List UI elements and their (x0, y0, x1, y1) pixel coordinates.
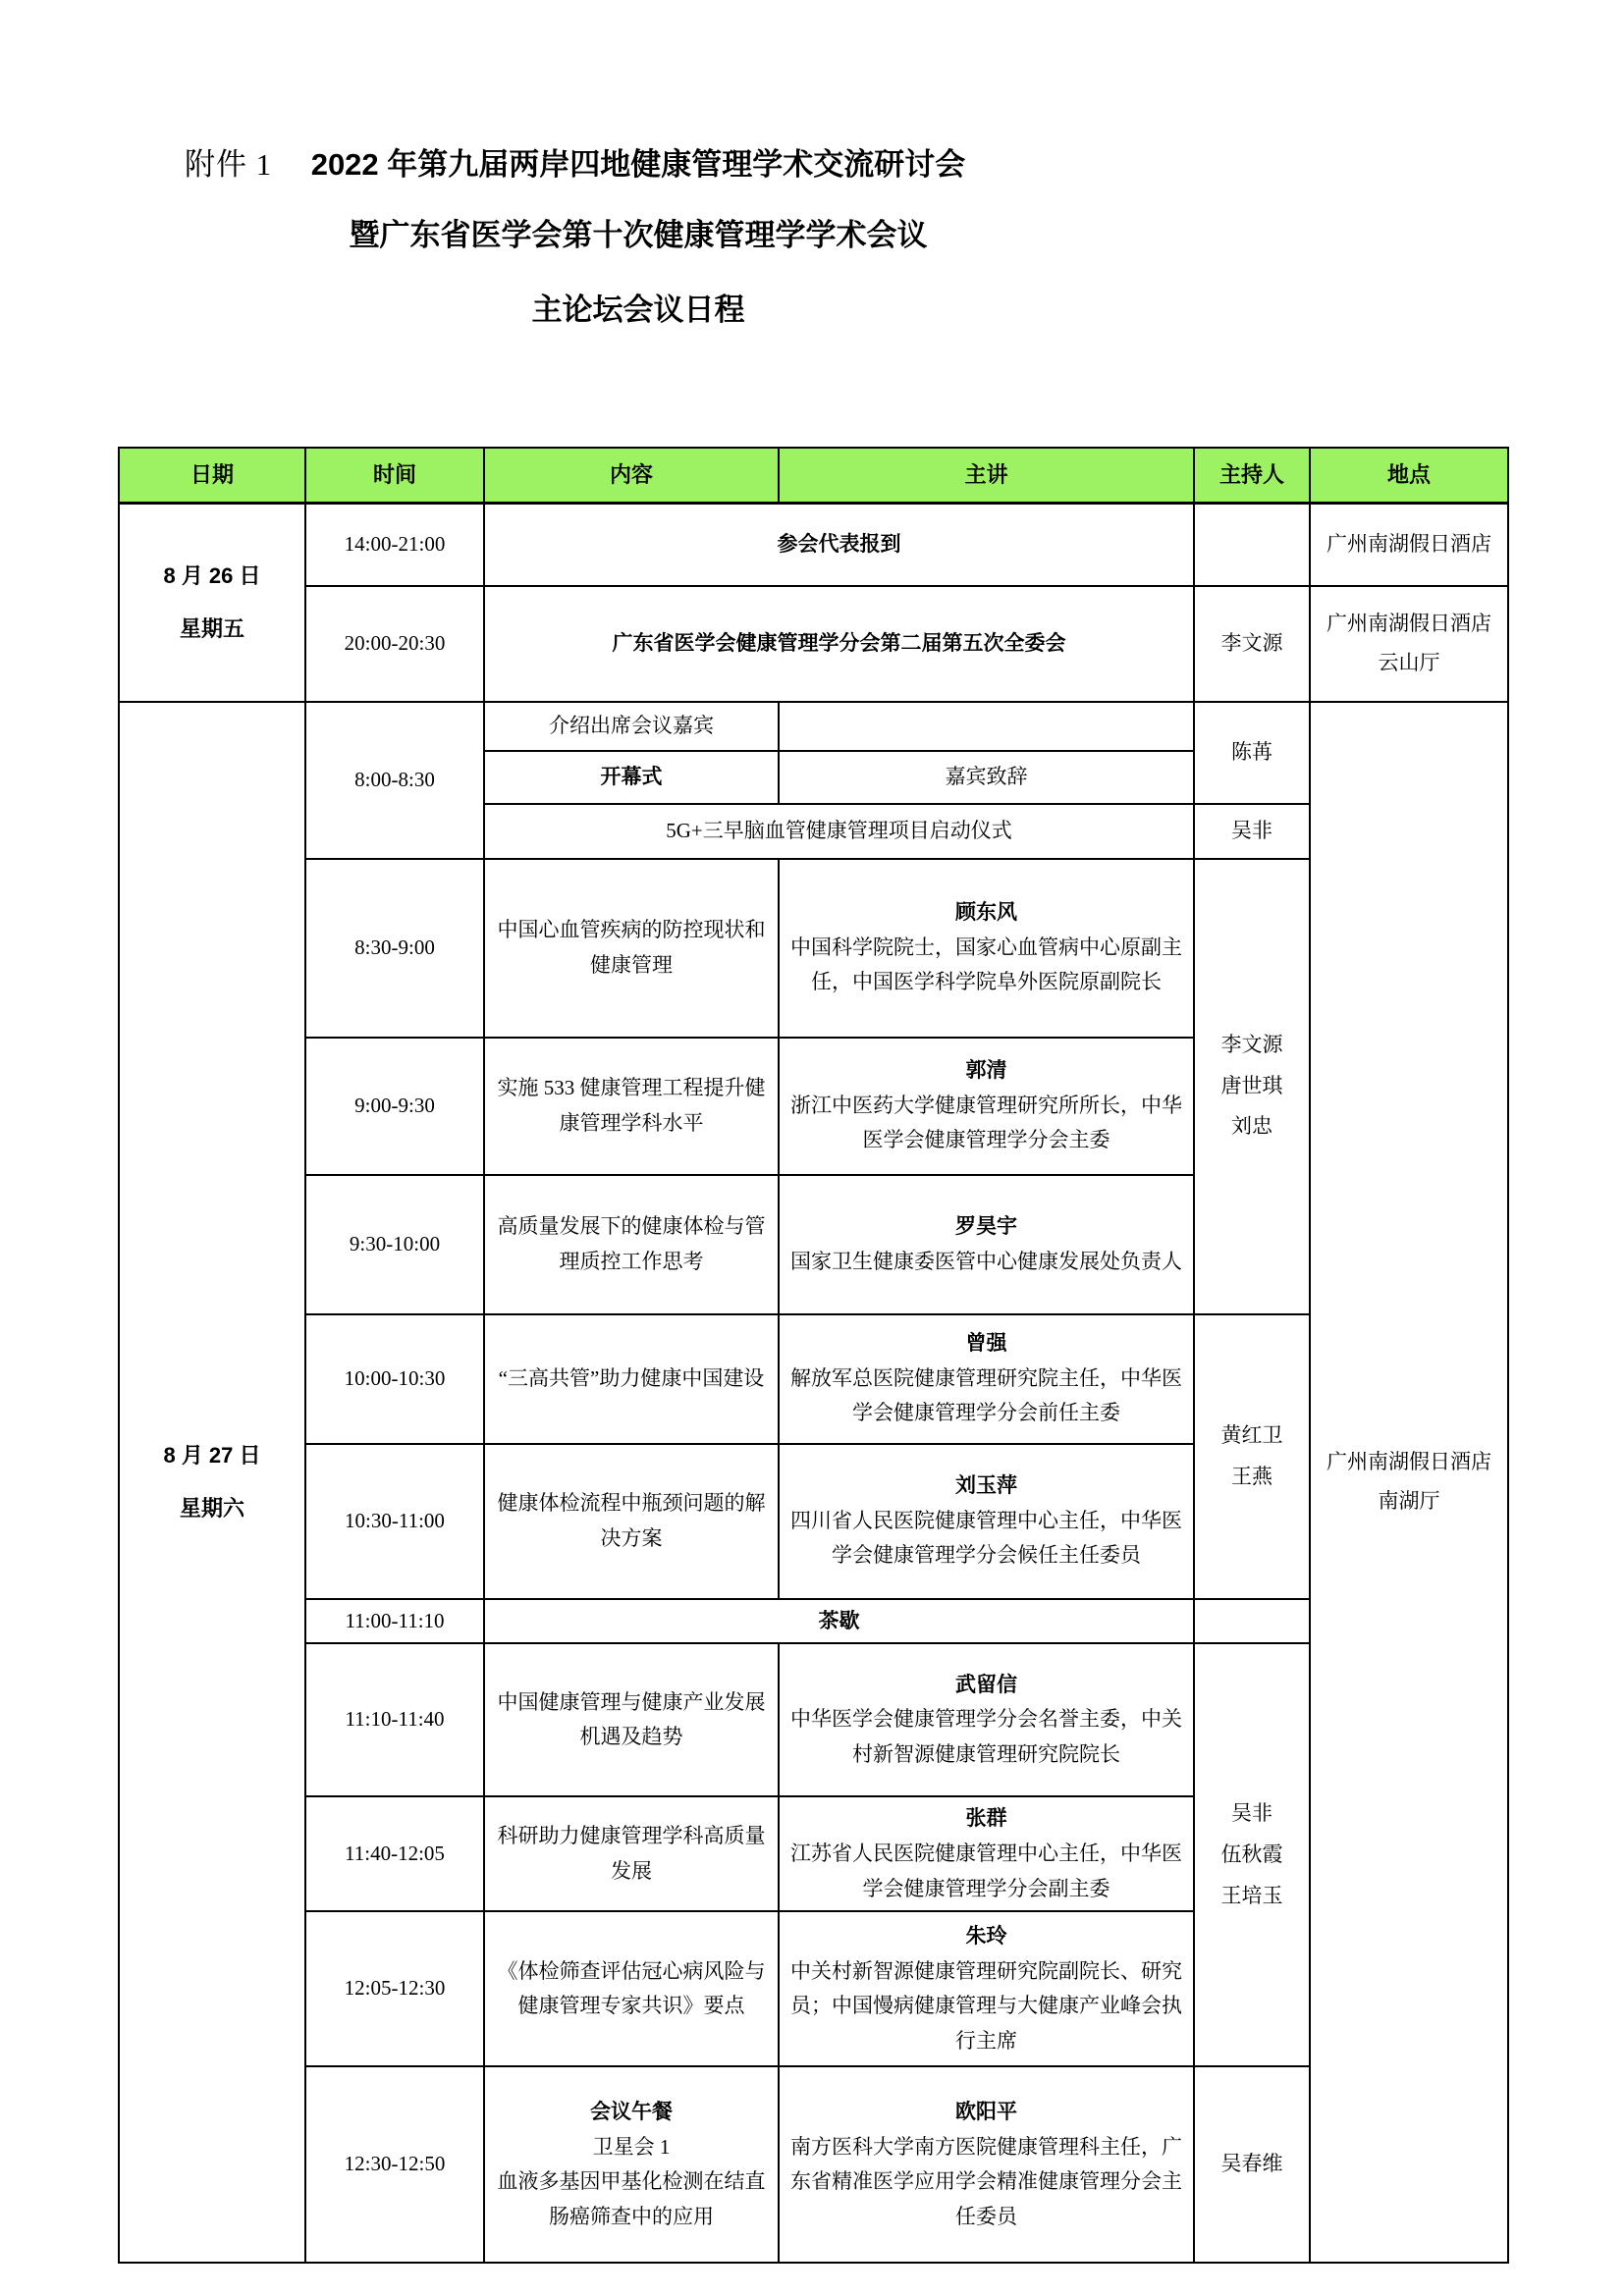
header-row (119, 448, 1508, 504)
location-line: 云山厅 (1378, 650, 1440, 674)
location-line: 南湖厅 (1378, 1488, 1440, 1513)
cell-speaker: 嘉宾致辞 (779, 751, 1194, 804)
col-header-speaker: 主讲 (779, 448, 1194, 504)
location-line: 广州南湖假日酒店 (1326, 611, 1491, 635)
moderator-name: 王培玉 (1220, 1883, 1283, 1907)
table-row (119, 1599, 1508, 1644)
content-line: 卫星会 1 (592, 2134, 671, 2159)
cell-moderator: 李文源 (1194, 586, 1310, 702)
speaker-name: 曾强 (965, 1330, 1007, 1355)
date-line: 8 月 27 日 (163, 1443, 261, 1468)
moderator-name: 刘忠 (1231, 1114, 1272, 1139)
speaker-name: 刘玉萍 (955, 1472, 1017, 1497)
speaker-affiliation: 国家卫生健康委医管中心健康发展处负责人 (790, 1249, 1182, 1273)
moderator-name: 伍秋霞 (1220, 1842, 1283, 1866)
cell-speaker (779, 1796, 1194, 1911)
cell-time: 14:00-21:00 (305, 504, 484, 586)
cell-time: 8:30-9:00 (305, 859, 484, 1038)
col-header-moderator: 主持人 (1194, 448, 1310, 504)
speaker-affiliation: 江苏省人民医院健康管理中心主任，中华医学会健康管理学分会副主委 (790, 1841, 1182, 1900)
table-row (119, 1643, 1508, 1796)
doc-title-line1: 2022 年第九届两岸四地健康管理学术交流研讨会 (310, 147, 966, 182)
cell-speaker-empty (779, 702, 1194, 751)
cell-location (1310, 586, 1508, 702)
cell-speaker (779, 1175, 1194, 1314)
cell-speaker (779, 2066, 1194, 2263)
cell-time: 10:30-11:00 (305, 1444, 484, 1599)
cell-speaker (779, 1643, 1194, 1796)
cell-content: 科研助力健康管理学科高质量发展 (484, 1796, 779, 1911)
table-row (119, 702, 1508, 751)
cell-time: 11:40-12:05 (305, 1796, 484, 1911)
speaker-name: 顾东风 (955, 899, 1017, 924)
speaker-affiliation: 南方医科大学南方医院健康管理科主任，广东省精准医学应用学会精准健康管理分会主任委员 (790, 2134, 1182, 2228)
moderator-name: 李文源 (1220, 1032, 1283, 1056)
date-line: 星期六 (179, 1495, 244, 1521)
col-header-content: 内容 (484, 448, 779, 504)
content-line: 会议午餐 (590, 2099, 673, 2123)
cell-content: 开幕式 (484, 751, 779, 804)
cell-content: 中国心血管疾病的防控现状和健康管理 (484, 859, 779, 1038)
cell-moderator-empty (1194, 504, 1310, 586)
cell-date-aug26 (119, 504, 305, 702)
speaker-affiliation: 四川省人民医院健康管理中心主任，中华医学会健康管理学分会候任主任委员 (790, 1508, 1182, 1568)
doc-title-block (118, 139, 1159, 329)
cell-time: 11:10-11:40 (305, 1643, 484, 1796)
speaker-name: 郭清 (965, 1057, 1007, 1082)
cell-moderator-empty (1194, 1599, 1310, 1644)
table-row (119, 586, 1508, 702)
speaker-name: 欧阳平 (955, 2099, 1017, 2123)
cell-time: 12:30-12:50 (305, 2066, 484, 2263)
table-row (119, 2066, 1508, 2263)
cell-location (1310, 504, 1508, 586)
cell-moderator (1194, 1314, 1310, 1599)
cell-time: 20:00-20:30 (305, 586, 484, 702)
cell-content (484, 2066, 779, 2263)
cell-content: 健康体检流程中瓶颈问题的解决方案 (484, 1444, 779, 1599)
cell-moderator (1194, 859, 1310, 1314)
cell-time: 9:30-10:00 (305, 1175, 484, 1314)
schedule-table (118, 447, 1509, 2264)
cell-time: 12:05-12:30 (305, 1911, 484, 2066)
moderator-name: 吴非 (1231, 1801, 1272, 1826)
cell-content: 5G+三早脑血管健康管理项目启动仪式 (484, 804, 1194, 859)
cell-speaker (779, 1444, 1194, 1599)
cell-moderator: 吴春维 (1194, 2066, 1310, 2263)
cell-moderator: 陈苒 (1194, 702, 1310, 804)
moderator-name: 唐世琪 (1220, 1073, 1283, 1097)
cell-content: 高质量发展下的健康体检与管理质控工作思考 (484, 1175, 779, 1314)
speaker-name: 罗昊宇 (955, 1213, 1017, 1238)
cell-speaker (779, 1314, 1194, 1444)
cell-time: 9:00-9:30 (305, 1038, 484, 1175)
cell-speaker (779, 859, 1194, 1038)
speaker-affiliation: 中国科学院院士，国家心血管病中心原副主任，中国医学科学院阜外医院原副院长 (790, 934, 1182, 994)
date-line: 星期五 (179, 615, 244, 641)
speaker-name: 张群 (965, 1806, 1007, 1831)
doc-title-line3: 主论坛会议日程 (531, 293, 745, 327)
location-line: 广州南湖假日酒店 (1326, 1450, 1491, 1474)
col-header-date: 日期 (119, 448, 305, 504)
doc-title-line2: 暨广东省医学会第十次健康管理学学术会议 (349, 218, 928, 252)
date-line: 8 月 26 日 (163, 563, 261, 589)
cell-content: 参会代表报到 (484, 504, 1194, 586)
speaker-affiliation: 中关村新智源健康管理研究院副院长、研究员；中国慢病健康管理与大健康产业峰会执行主席 (790, 1958, 1182, 2053)
speaker-affiliation: 解放军总医院健康管理研究院主任，中华医学会健康管理学分会前任主委 (790, 1365, 1182, 1425)
cell-moderator (1194, 1643, 1310, 2066)
cell-speaker (779, 1038, 1194, 1175)
moderator-name: 王燕 (1231, 1464, 1272, 1488)
cell-time: 8:00-8:30 (305, 702, 484, 859)
cell-content: 实施 533 健康管理工程提升健康管理学科水平 (484, 1038, 779, 1175)
cell-time: 11:00-11:10 (305, 1599, 484, 1644)
content-line: 血液多基因甲基化检测在结直肠癌筛查中的应用 (497, 2169, 766, 2228)
col-header-location: 地点 (1310, 448, 1508, 504)
cell-content: “三高共管”助力健康中国建设 (484, 1314, 779, 1444)
speaker-affiliation: 中华医学会健康管理学分会名誉主委，中关村新智源健康管理研究院院长 (790, 1707, 1182, 1767)
speaker-affiliation: 浙江中医药大学健康管理研究所所长，中华医学会健康管理学分会主委 (790, 1093, 1182, 1152)
table-row (119, 859, 1508, 1038)
cell-date-aug27 (119, 702, 305, 2264)
cell-content: 介绍出席会议嘉宾 (484, 702, 779, 751)
moderator-name: 黄红卫 (1220, 1422, 1283, 1447)
table-row (119, 504, 1508, 586)
cell-content: 茶歇 (484, 1599, 1194, 1644)
attachment-label: 附件 1 (185, 147, 273, 182)
cell-moderator: 吴非 (1194, 804, 1310, 859)
cell-speaker (779, 1911, 1194, 2066)
speaker-name: 武留信 (955, 1672, 1017, 1696)
cell-location (1310, 702, 1508, 2264)
cell-content: 广东省医学会健康管理学分会第二届第五次全委会 (484, 586, 1194, 702)
location-line: 广州南湖假日酒店 (1326, 531, 1491, 556)
speaker-name: 朱玲 (965, 1923, 1007, 1948)
cell-time: 10:00-10:30 (305, 1314, 484, 1444)
table-row (119, 1314, 1508, 1444)
col-header-time: 时间 (305, 448, 484, 504)
cell-content: 《体检筛查评估冠心病风险与健康管理专家共识》要点 (484, 1911, 779, 2066)
cell-content: 中国健康管理与健康产业发展机遇及趋势 (484, 1643, 779, 1796)
